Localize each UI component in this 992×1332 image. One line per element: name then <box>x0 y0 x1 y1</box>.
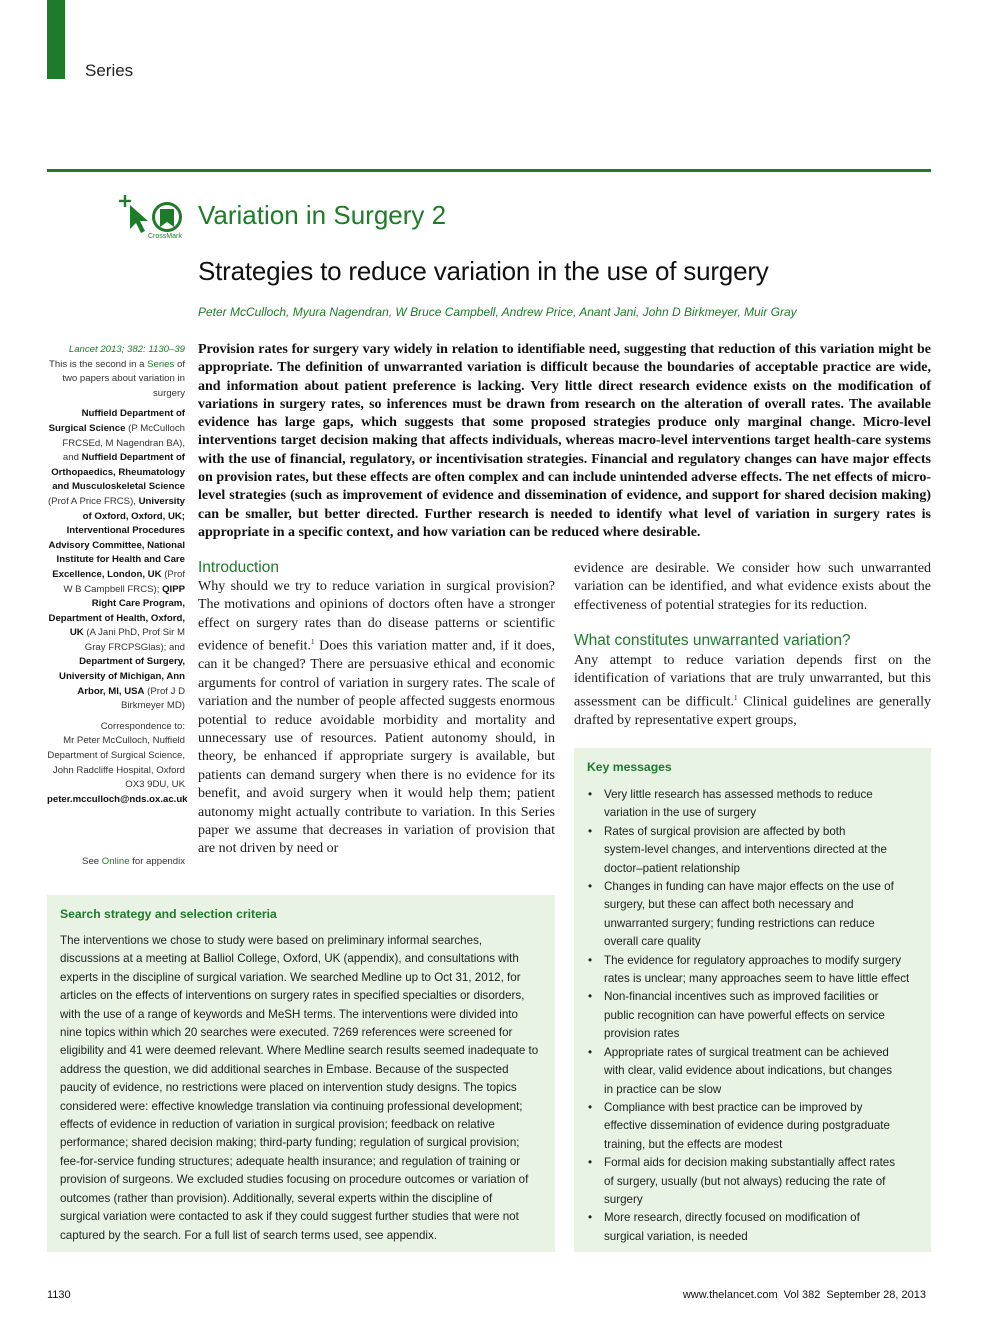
reference-1[interactable]: 1 <box>310 638 315 647</box>
key-messages-panel <box>574 748 931 1252</box>
search-strategy-panel <box>47 895 555 1252</box>
search-strategy-title: Search strategy and selection criteria <box>60 907 277 921</box>
affiliations: Nuffield Department of Surgical Science (P McCulloch FRCSEd, M Nagendran BA), and Nuffield Department of Orthopaedics, Rheumatology and Musculoskeletal Science (Prof A Price FRCS), University of Oxford, Oxford, UK; Interventional Procedures Advisory Committee, National Institute for Health and Care Excellence, London, UK (Prof W B Campbell FRCS); QIPP Right Care Program, Department of Health, Oxford, UK (A Jani PhD, Prof Sir M Gray FRCPSGlas); and Department of Surgery, University of Michigan, Ann Arbor, MI, USA (Prof J D Birkmeyer MD) <box>47 408 185 712</box>
introduction-text: Why should we try to reduce variation in surgical provision? The motivations and opinions of doctors often have a stronger effect on surgery rates than do disease patterns or scientific evidence of benefit.$^1$ Does this variation matter and, if it does, can it be changed? There are persuasive ethical and economic arguments for control of variation in surgery rates. The scale of variation and the number of people affected suggests enormous potential to reduce avoidable morbidity and mortality and unnecessary use of resources. Patient autonomy should, in theory, be enhanced if appropriate surgery is available, but patients can demand surgery when there is no evidence for its benefit, and avoid surgery when it would help them; patient autonomy might actually contribute to variation. In this Series paper we assume that decreases in variation of provision that are not driven by need or <box>198 579 555 857</box>
sidebar-notes <box>47 343 188 807</box>
header-rule <box>47 169 931 172</box>
series-title: Variation in Surgery 2 <box>198 200 447 230</box>
key-message-item: • Compliance with best practice can be improved by effective dissemination of evidence during postgraduate training, but the effects are modest <box>574 1099 931 1154</box>
author-list[interactable]: Peter McCulloch, Myura Nagendran, W Bruce Campbell, Andrew Price, Anant Jani, John D Birkmeyer, Muir Gray <box>198 305 797 319</box>
volume: Vol 382 <box>783 1289 821 1301</box>
online-link[interactable]: Online <box>101 856 130 867</box>
key-messages-title: Key messages <box>587 760 672 774</box>
crossmark-label: CrossMark <box>148 233 182 240</box>
page-number: 1130 <box>47 1289 71 1301</box>
key-message-item: • Changes in funding can have major effects on the use of surgery, but these can affect both necessary and unwarranted surgery; funding restrictions can reduce overall care quality <box>574 878 931 952</box>
series-label: Series <box>85 61 134 80</box>
footer-journal-info <box>683 1289 926 1301</box>
series-link[interactable]: Series <box>147 358 175 370</box>
key-messages-list <box>574 786 931 1246</box>
key-message-item: • Appropriate rates of surgical treatment can be achieved with clear, valid evidence about indications, but changes in practice can be slow <box>574 1044 931 1099</box>
key-message-item: • Rates of surgical provision are affected by both system-level changes, and interventions directed at the doctor–patient relationship <box>574 823 931 878</box>
email-link[interactable]: peter.mcculloch@nds.ox.ac.uk <box>47 793 188 805</box>
article-title: Strategies to reduce variation in the use of surgery <box>198 256 769 286</box>
journal-website[interactable]: www.thelancet.com <box>682 1289 778 1301</box>
search-strategy-text: The interventions we chose to study were based on preliminary informal searches, discussions at a meeting at Balliol College, Oxford, UK (appendix), and consultations with experts in the discipline of surgical variation. We searched Medline up to Oct 31, 2012, for articles on the effects of interventions on surgery rates in specified specialties or disorders, with the use of a range of keywords and MeSH terms. The interventions were divided into nine topics within which 20 searches were executed. 7269 references were screened for eligibility and 41 were deemed relevant. Where Medline search results seemed inadequate to address the question, we did additional searches in Embase. Because of the suspected paucity of evidence, no restrictions were placed on intervention study designs. The topics considered were: effective knowledge translation via continuing professional development; effects of evidence in reduction of variation in surgical provision; feedback on relative performance; shared decision making; third-party funding; regulation of surgical provision; fee-for-service funding structures; adequate health insurance; and regulation of training or provision of surgeons. We excluded studies focusing on procedure outcomes or variation of outcomes (rather than provision). Additionally, several experts within the discipline of surgical variation were contacted to ask if they could suggest further studies that were not captured by the search. For a full list of search terms used, see appendix. <box>60 934 539 1242</box>
correspondence: Correspondence to: Mr Peter McCulloch, Nuffield Department of Surgical Science, John Radcliffe Hospital, Oxford OX3 9DU, UK peter.mcculloch@nds.ox.ac.uk <box>47 720 185 808</box>
unwarranted-variation-heading: What constitutes unwarranted variation? <box>574 632 851 649</box>
unwarranted-variation-text: Any attempt to reduce variation depends first on the identification of variations that are truly unwarranted, but this assessment can be difficult.$^1$ Clinical guidelines are generally drafted by representative expert groups, <box>574 653 932 728</box>
issue-date: September 28, 2013 <box>826 1289 926 1301</box>
series-accent-bar <box>47 0 65 79</box>
introduction-continued: evidence are desirable. We consider how such unwarranted variation can be identified, and what evidence exists about the effectiveness of potential strategies for its reduction. <box>574 561 931 613</box>
key-message-item: • Non-financial incentives such as improved facilities or public recognition can have powerful effects on service provision rates <box>574 988 931 1043</box>
citation[interactable]: Lancet 2013; 382: 1130–39 <box>68 344 185 355</box>
key-message-item: • Formal aids for decision making substantially affect rates of surgery, usually (but not always) reducing the rate of surgery <box>574 1154 931 1209</box>
reference-1b[interactable]: 1 <box>734 693 738 702</box>
key-message-item: • The evidence for regulatory approaches to modify surgery rates is unclear; many approaches seem to have little effect <box>574 952 931 989</box>
series-note: This is the second in a Series of two papers about variation in surgery <box>49 358 185 399</box>
key-message-item: • Very little research has assessed methods to reduce variation in the use of surgery <box>574 786 931 823</box>
abstract: Provision rates for surgery vary widely in relation to identifiable need, suggesting that reduction of this variation might be appropriate. The definition of unwarranted variation is difficult because the boundaries of acceptable practice are wide, and information about patient preference is lacking. Very little direct research evidence exists on the modification of variations in surgery rates, so inferences must be drawn from research on the alteration of overall rates. The available evidence has large gaps, which suggests that some proposed strategies produce only marginal change. Micro-level interventions target decision making that affects individuals, whereas macro-level interventions target health-care systems with the use of financial, regulatory, or incentivisation strategies. Financial and regulatory changes can have major effects on provision rates, but these effects are often complex and can include unintended adverse effects. The net effects of micro-level strategies (such as improvement of evidence and dissemination of evidence, and support for shared decision making) can be smaller, but better directed. Further research is needed to identify what level of variation in surgery rates is appropriate in a specific context, and how variation can be reduced where desirable. <box>198 342 931 540</box>
introduction-heading: Introduction <box>198 559 279 576</box>
key-message-item: • More research, directly focused on modification of surgical variation, is needed <box>574 1209 931 1246</box>
appendix-note: See Online for appendix <box>82 856 185 867</box>
